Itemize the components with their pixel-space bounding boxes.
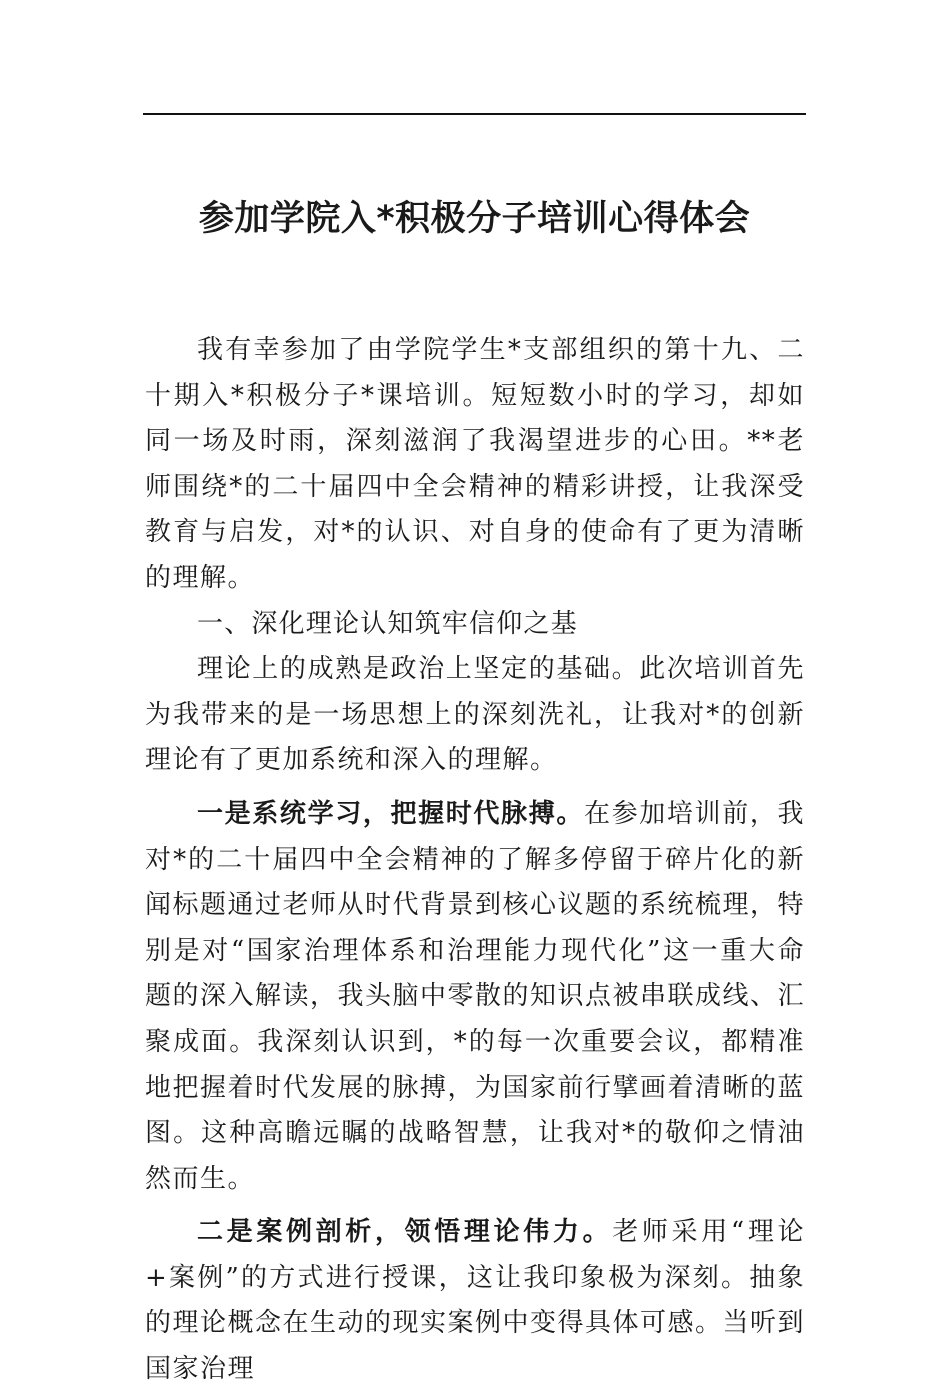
point-two-text: 老师采用“理论+案例”的方式进行授课，这让我印象极为深刻。抽象的理论概念在生动的现实案例中变得具体可感。当听到国家治理	[145, 1217, 806, 1385]
section-heading: 一、深化理论认知筑牢信仰之基	[197, 608, 578, 639]
section-intro-paragraph: 理论上的成熟是政治上坚定的基础。此次培训首先为我带来的是一场思想上的深刻洗礼，让我对*的创新理论有了更加系统和深入的理解。	[145, 654, 805, 776]
document-title: 参加学院入*积极分子培训心得体会	[198, 199, 751, 239]
header-rule	[143, 113, 806, 115]
point-two-lead: 二是案例剖析，领悟理论伟力。	[197, 1217, 613, 1248]
point-one-lead: 一是系统学习，把握时代脉搏。	[197, 798, 584, 829]
point-one-text: 在参加培训前，我对*的二十届四中全会精神的了解多停留于碎片化的新闻标题通过老师从时代背景到核心议题的系统梳理，特别是对“国家治理体系和治理能力现代化”这一重大命题的深入解读，我头脑中零散的知识点被串联成线、汇聚成面。我深刻认识到，*的每一次重要会议，都精准地把握着时代发展的脉搏，为国家前行擘画着清晰的蓝图。这种高瞻远瞩的战略智慧，让我对*的敬仰之情油然而生。	[145, 798, 806, 1194]
document-body	[145, 328, 805, 1393]
point-two-paragraph	[145, 1210, 805, 1392]
point-one-paragraph	[145, 792, 805, 1202]
intro-paragraph: 我有幸参加了由学院学生*支部组织的第十九、二十期入*积极分子*课培训。短短数小时的学习，却如同一场及时雨，深刻滋润了我渴望进步的心田。**老师围绕*的二十届四中全会精神的精彩讲授，让我深受教育与启发，对*的认识、对自身的使命有了更为清晰的理解。	[145, 335, 805, 593]
